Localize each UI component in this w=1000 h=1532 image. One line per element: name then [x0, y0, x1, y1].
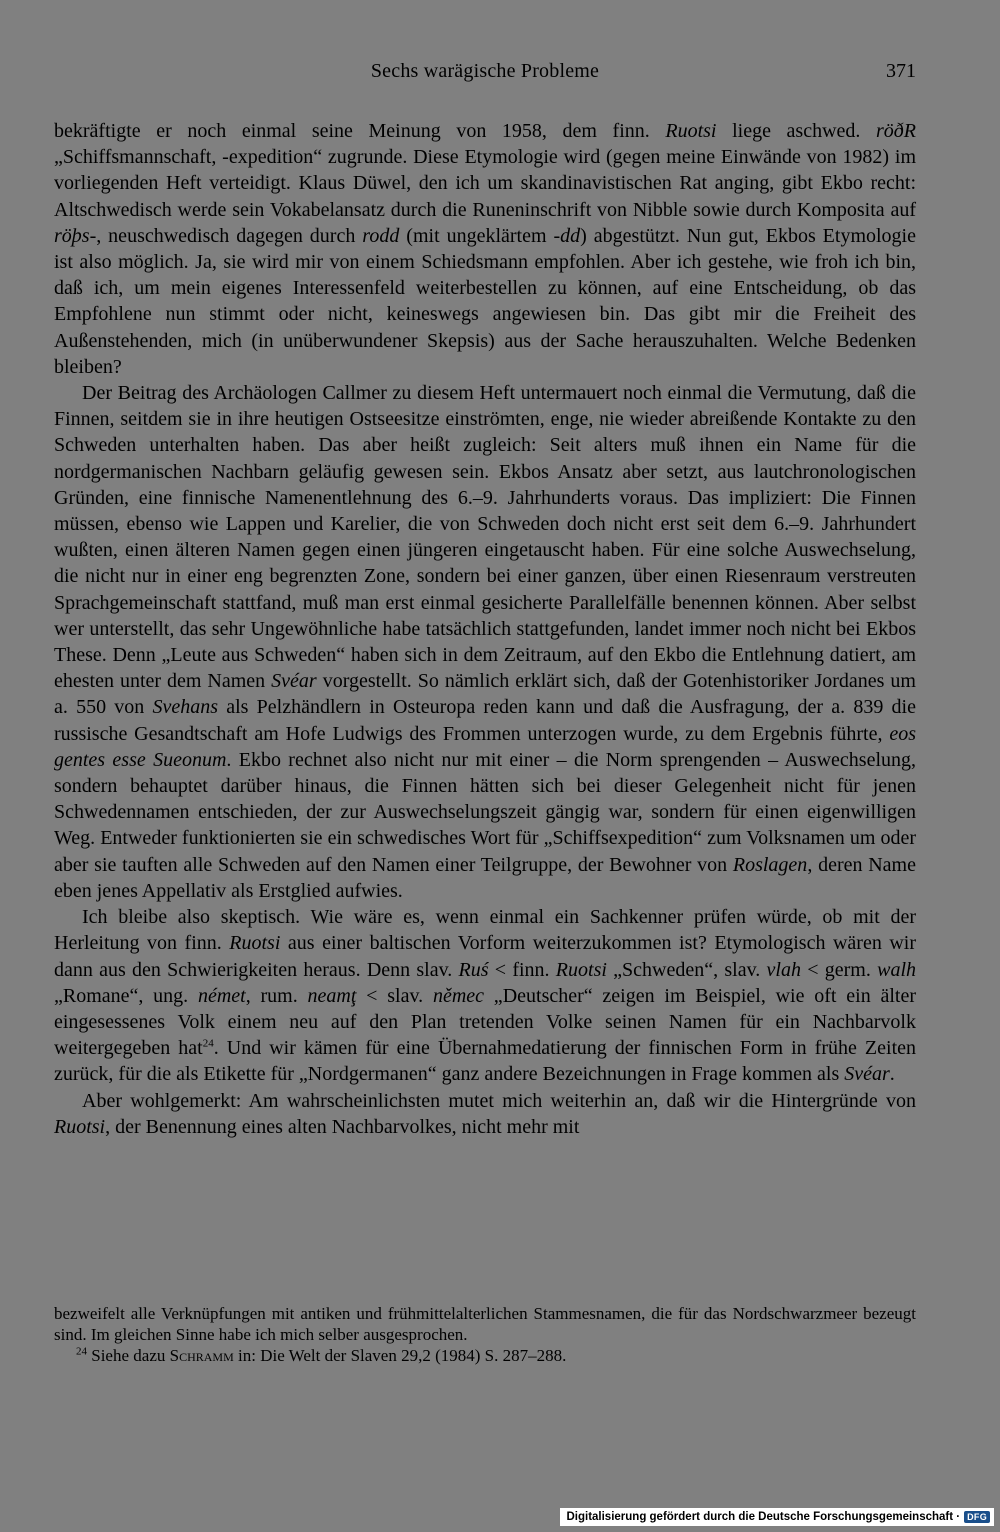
italic-term: vlah	[766, 958, 801, 981]
text-run: < finn.	[488, 958, 556, 981]
italic-term: rodd	[362, 224, 400, 247]
text-run: als Pelzhändlern in Osteuropa reden kann und daß die Ausfragung, der a. 839 die russische Gesandtschaft am Hofe Ludwigs des Frommen unterzogen wurde, zu dem Ergebnis führte,	[54, 696, 916, 745]
italic-term: röþs-	[54, 224, 97, 247]
footnote-number: 24	[76, 1345, 87, 1358]
text-run: „Deutscher“ zeigen im Beispiel, wie oft ein älter eingesessenes Volk einem neu auf den Plan tretenden Volke seinen Namen für ein Nachbarvolk weitergegeben hat	[54, 984, 917, 1060]
digitization-credit	[560, 1508, 994, 1526]
text-run: Aber wohlgemerkt: Am wahrscheinlichsten mutet mich weiterhin an, daß wir die Hintergründe von	[82, 1089, 916, 1112]
text-run: < slav.	[356, 984, 433, 1007]
italic-term: Svehans	[152, 696, 219, 719]
footnote-text: in: Die Welt der Slaven 29,2 (1984) S. 287–288.	[233, 1346, 567, 1365]
text-run: , der Benennung eines alten Nachbarvolkes, nicht mehr mit	[105, 1115, 580, 1138]
italic-term: Roslagen	[732, 853, 808, 876]
main-text	[54, 118, 916, 1140]
italic-term: neamţ	[307, 984, 357, 1007]
text-run: . Und wir kämen für eine Übernahmedatierung der finnischen Form in frühe Zeiten zurück, für die als Etikette für „Nordgermanen“ ganz andere Bezeichnungen in Frage kommen als	[54, 1037, 916, 1086]
footnote-ref: 24	[202, 1037, 214, 1050]
footnotes	[54, 1303, 916, 1366]
italic-term: eos gentes esse Sueonum	[54, 722, 916, 771]
italic-term: Ruś	[458, 958, 489, 981]
italic-term: Ruotsi	[229, 932, 281, 955]
text-run: bekräftigte er noch einmal seine Meinung von 1958, dem finn.	[54, 120, 666, 142]
text-run: „Romane“, ung.	[54, 984, 198, 1007]
italic-term: Ruotsi	[665, 120, 717, 142]
text-run: liege aschwed.	[716, 120, 876, 142]
text-run: vorgestellt. So nämlich erklärt sich, daß der Gotenhistoriker Jordanes um a. 550 von	[54, 670, 916, 719]
text-run: (mit ungeklärtem	[399, 224, 554, 247]
footnote-text: Siehe dazu	[87, 1346, 170, 1365]
credit-text: Digitalisierung gefördert durch die Deutsche Forschungsgemeinschaft ·	[566, 1511, 961, 1523]
paragraph	[54, 1088, 916, 1140]
page-header	[54, 60, 916, 88]
footnote-continuation: bezweifelt alle Verknüpfungen mit antiken und frühmittelalterlichen Stammesnamen, die für das Nordschwarzmeer bezeugt sind. Im gleichen Sinne habe ich mich selber ausgesprochen.	[54, 1304, 916, 1344]
italic-term: német	[197, 984, 246, 1007]
footnote-author: Schramm	[169, 1346, 234, 1365]
text-run: „Schiffsmannschaft, -expedition“ zugrunde. Diese Etymologie wird (gegen meine Einwände von 1982) im vorliegenden Heft verteidigt. Klaus Düwel, den ich um skandinavistischen Rat anging, gibt Ekbo recht: Altschwedisch werde sein Vokabelansatz durch die Runeninschrift von Nibble sowie durch Komposita auf	[54, 146, 916, 221]
text-run: „Schweden“, slav.	[606, 958, 767, 981]
paragraph	[54, 118, 916, 380]
text-run: , deren Name eben jenes Appellativ als Erstglied aufwies.	[54, 853, 916, 902]
text-run: Der Beitrag des Archäologen Callmer zu diesem Heft untermauert noch einmal die Vermutung, daß die Finnen, seitdem sie in ihre heutigen Ostseesitze einströmten, enge, nie wieder abreißende Kontakte zu den Schweden unterhalten haben. Das aber heißt zugleich: Seit alters muß ihnen ein Name für die nordgermanischen Nachbarn geläufig gewesen sein. Ekbos Ansatz aber setzt, aus lautchronologischen Gründen, eine finnische Namenentlehnung des 6.–9. Jahrhunderts voraus. Das impliziert: Die Finnen müssen, ebenso wie Lappen und Karelier, die von Schweden doch nicht erst seit dem 6.–9. Jahrhundert wußten, einen älteren Namen gegen einen jüngeren eingetauscht haben. Für eine solche Auswechselung, die nicht nur in einer eng begrenzten Zone, sondern bei einer ganzen, über einen Riesenraum verstreuten Sprachgemeinschaft stattfand, muß man erst einmal gesicherte Parallelfälle benennen können. Aber selbst wer unterstellt, das sehr Ungewöhnliche habe tatsächlich stattgefunden, landet immer noch nicht bei Ekbos These. Denn „Leute aus Schweden“ haben sich in dem Zeitraum, auf den Ekbo die Entlehnung datiert, am ehesten unter dem Namen	[54, 382, 916, 693]
italic-term: němec	[432, 984, 485, 1007]
italic-term: Svéar	[271, 670, 317, 693]
text-run: ) abgestützt. Nun gut, Ekbos Etymologie ist also möglich. Ja, sie wird mir von einem Schiedsmann empfohlen. Aber ich gestehe, wie froh ich bin, daß ich, um mein eigenes Interessenfeld weiterbestellen zu können, auf eine Entscheidung, ob das Empfohlene nun stimmt oder nicht, keineswegs angewiesen bin. Das gibt mir die Freiheit des Außenstehenden, mich (in unüberwundener Skepsis) aus der Sache herauszuhalten. Welche Bedenken bleiben?	[54, 224, 916, 378]
italic-term: Svéar	[844, 1063, 890, 1086]
italic-term: Ruotsi	[555, 958, 607, 981]
dfg-logo-icon: DFG	[964, 1511, 990, 1523]
page-number: 371	[886, 60, 916, 82]
text-run: .	[889, 1063, 895, 1086]
italic-term: Ruotsi	[54, 1115, 106, 1138]
italic-term: walh	[877, 958, 917, 981]
text-run: , rum.	[245, 984, 308, 1007]
running-title: Sechs warägische Probleme	[370, 60, 600, 82]
text-run: < germ.	[800, 958, 878, 981]
text-run: . Ekbo rechnet also nicht nur mit einer – die Norm sprengenden – Auswechselung, sondern behauptet darüber hinaus, die Finnen hätten sich bei dieser Gelegenheit nicht für jenen Schwedennamen entschieden, der zur Auswechselungszeit gängig war, sondern für einen eigenwilligen Weg. Entweder funktionierten sie ein schwedisches Wort für „Schiffsexpedition“ zum Volksnamen um oder aber sie tauften alle Schweden auf den Namen einer Teilgruppe, der Bewohner von	[54, 748, 917, 876]
paragraph	[54, 904, 916, 1087]
text-run: Ich bleibe also skeptisch. Wie wäre es, wenn einmal ein Sachkenner prüfen würde, ob mit der Herleitung von finn.	[54, 906, 916, 955]
text-run: , neuschwedisch dagegen durch	[96, 224, 363, 247]
paragraph	[54, 380, 916, 904]
italic-term: -dd	[553, 224, 581, 247]
footnote-24	[54, 1345, 916, 1366]
italic-term: röðR	[876, 120, 916, 142]
text-run: aus einer baltischen Vorform weiterzukommen ist? Etymologisch wären wir dann aus den Schwierigkeiten heraus. Denn slav.	[54, 932, 916, 981]
